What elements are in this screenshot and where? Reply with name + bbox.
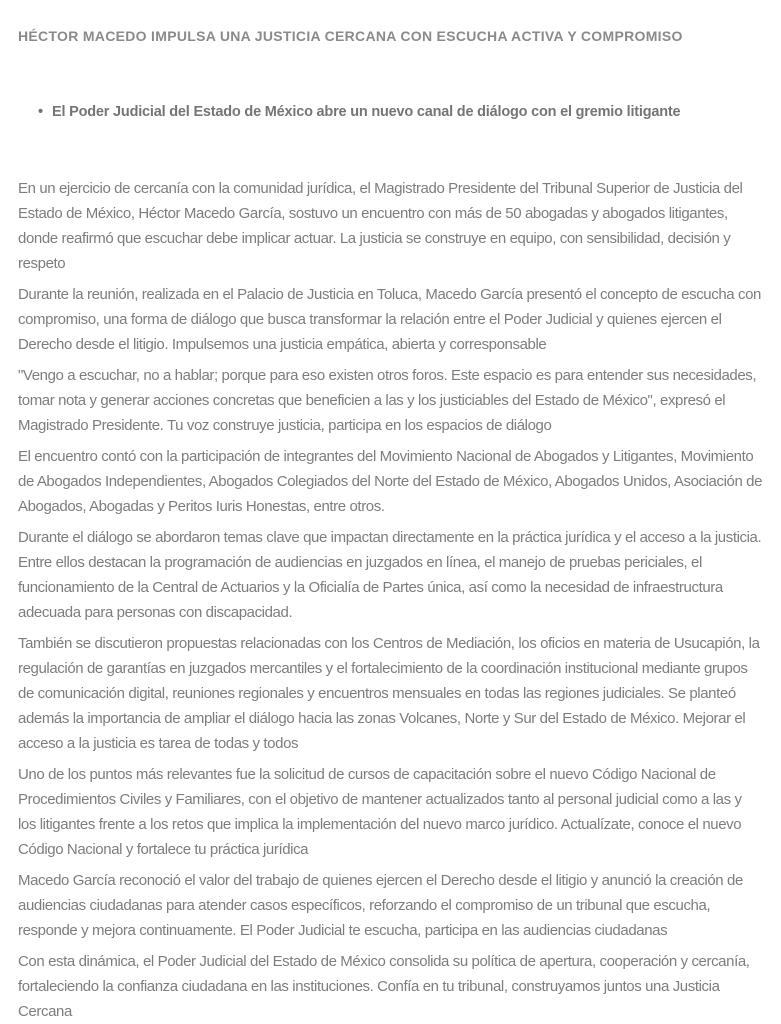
page-title: HÉCTOR MACEDO IMPULSA UNA JUSTICIA CERCANA CON ESCUCHA ACTIVA Y COMPROMISO bbox=[18, 28, 683, 44]
article-paragraph: En un ejercicio de cercanía con la comunidad jurídica, el Magistrado Presidente del Tribunal Superior de Justicia del Estado de México, Héctor Macedo García, sostuvo un encuentro con más de 50 abogadas y abogados litigantes, donde reafirmó que escuchar debe implicar actuar. La justicia se construye en equipo, con sensibilidad, decisión y respeto bbox=[18, 180, 743, 272]
article-body bbox=[18, 176, 763, 1024]
article-paragraph: Macedo García reconoció el valor del trabajo de quienes ejercen el Derecho desde el litigio y anunció la creación de audiencias ciudadanas para atender casos específicos, reforzando el compromiso de un tribunal que escucha, responde y mejora continuamente. El Poder Judicial te escucha, participa en las audiencias ciudadanas bbox=[18, 872, 743, 939]
article-paragraph: Durante la reunión, realizada en el Palacio de Justicia en Toluca, Macedo García presentó el concepto de escucha con compromiso, una forma de diálogo que busca transformar la relación entre el Poder Judicial y quienes ejercen el Derecho desde el litigio. Impulsemos una justicia empática, abierta y corresponsable bbox=[18, 286, 761, 353]
article-paragraph: Con esta dinámica, el Poder Judicial del Estado de México consolida su política de apertura, cooperación y cercanía, fortaleciendo la confianza ciudadana en las instituciones. Confía en tu tribunal, construyamos juntos una Justicia Cercana bbox=[18, 953, 750, 1020]
article-paragraph: Durante el diálogo se abordaron temas clave que impactan directamente en la práctica jurídica y el acceso a la justicia. Entre ellos destacan la programación de audiencias en juzgados en línea, el manejo de pruebas periciales, el funcionamiento de la Central de Actuarios y la Oficialía de Partes única, así como la necesidad de infraestructura adecuada para personas con discapacidad. bbox=[18, 529, 762, 621]
highlight-list bbox=[18, 102, 763, 123]
article-paragraph: "Vengo a escuchar, no a hablar; porque para eso existen otros foros. Este espacio es para entender sus necesidades, tomar nota y generar acciones concretas que beneficien a las y los justiciables del Estado de México", expresó el Magistrado Presidente. Tu voz construye justicia, participa en los espacios de diálogo bbox=[18, 367, 757, 434]
article-paragraph: Uno de los puntos más relevantes fue la solicitud de cursos de capacitación sobre el nuevo Código Nacional de Procedimientos Civiles y Familiares, con el objetivo de mantener actualizados tanto al personal judicial como a las y los litigantes frente a los retos que implica la implementación del nuevo marco jurídico. Actualízate, conoce el nuevo Código Nacional y fortalece tu práctica jurídica bbox=[18, 766, 742, 858]
article-paragraph: También se discutieron propuestas relacionadas con los Centros de Mediación, los oficios en materia de Usucapión, la regulación de garantías en juzgados mercantiles y el fortalecimiento de la coordinación institucional mediante grupos de comunicación digital, reuniones regionales y encuentros mensuales en todas las regiones judiciales. Se planteó además la importancia de ampliar el diálogo hacia las zonas Volcanes, Norte y Sur del Estado de México. Mejorar el acceso a la justicia es tarea de todas y todos bbox=[18, 635, 760, 752]
list-item bbox=[38, 102, 763, 123]
article-paragraph: El encuentro contó con la participación de integrantes del Movimiento Nacional de Abogados y Litigantes, Movimiento de Abogados Independientes, Abogados Colegiados del Norte del Estado de México, Abogados Unidos, Asociación de Abogados, Abogadas y Peritos Iuris Honestas, entre otros. bbox=[18, 448, 763, 515]
bullet-icon: • bbox=[38, 104, 43, 120]
highlight-text: El Poder Judicial del Estado de México abre un nuevo canal de diálogo con el gremio litigante bbox=[52, 104, 681, 120]
